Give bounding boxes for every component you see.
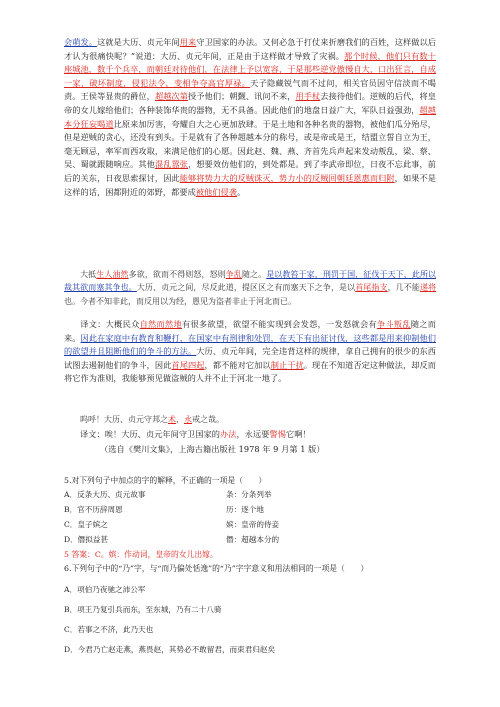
- classical-exclaim-run: ，: [176, 415, 184, 424]
- translation-p2-run: 大历、贞元年间，完全违背这样的规律，拿自己拥有的很少的东西试图去遏制他们的争斗，因此: [64, 346, 436, 370]
- translation-p1-run: 。: [237, 186, 246, 197]
- classical-paragraph: [64, 268, 436, 308]
- classical-exclaim-run: 永: [184, 415, 192, 424]
- translation-paragraph-1: [64, 36, 436, 199]
- translation-p2-run: 自然而然地: [139, 319, 182, 329]
- classical-exclaim: [64, 413, 436, 426]
- translation-p2-run: 随之而来。: [64, 319, 437, 343]
- translation-p1-run: 那个时候，他们只有数十座城池，数千个兵卒，而朝廷对待他们，在法律上予以宽容，于是那些逆党傲慢自大，口出狂言，自成一家，破坏制度，侵犯法令，变相争夺高官厚禄。: [64, 50, 436, 88]
- translation-p2-run: 有很多欲望，欲望不能实现到会发怨，一发怒就会有: [181, 319, 377, 329]
- classical-p1-run: 也。今者不知非此，而反用以为经，愚见为盗者非止于河北而已。: [64, 296, 296, 306]
- q5-option-d: D．僭拟益甚: [64, 535, 109, 544]
- translation-p1-run: 用来: [179, 37, 197, 47]
- translation-p1-run: 守卫国家的办法。又何必急于打仗来折磨我们的百姓，这样做以后才认为很痛快呢？”说道：大历、贞元年间，正是由于这样做才导致了灾祸。: [64, 37, 437, 61]
- translation-paragraph-2: 译文：大概民众自然而然地有很多欲望，欲望不能实现到会发怨，一发怒就会有争斗叛乱随之而来。因此在家庭中有教育和鞭打，在国家中有刑律和处罚，在天下有出征讨伐，这些都是用来抑制他们的欲望并且阻断他们的争斗的方法。大历、贞元年间，完全违背这样的规律，拿自己拥有的很少的东西试图去遏制他们的争斗，因此首尾四起，都不能对它加以制止干扰。现在不知道否定这种做法，却反而将它作为准则，我能够预见做盗贼的人并不止于河北一地了。: [64, 319, 437, 384]
- q6-option-c: C．若事之不济，此乃天也: [64, 625, 154, 634]
- translation-p1-run: 超越次第: [154, 91, 189, 102]
- q5-option-c-gloss: 嫔：皇帝的侍妾: [226, 520, 280, 529]
- classical-p1-run: 是以教笞于家，刑罚于国，征伐于天下，此所以裁其欲而塞其争也。: [64, 270, 437, 293]
- translation-p1-run: ，如果不是这样的话，困都附近的郊野，都要成: [64, 172, 436, 197]
- classical-p1-run: 争乱: [225, 270, 242, 279]
- classical-exclaim-run: 戒之哉。: [192, 415, 224, 424]
- translation-p1-run: 混乱嚣张: [154, 159, 189, 170]
- classical-exclaim-run: 术: [168, 415, 176, 424]
- question-5-stem: 5.对下列句子中加点的字的解释，不正确的一项是（ ）: [64, 476, 267, 485]
- translation-p2-run: 因此在家庭中有教育和鞭打，在国家中有刑律和处罚，在天下有出征讨伐，这些都是用来抑制他们的欲望并且阻断他们的争斗的方法。: [64, 332, 436, 357]
- classical-p1-run: 首尾指支: [355, 283, 388, 293]
- translation-p1-run: 用手杖: [295, 91, 321, 102]
- classical-p1-run: 多欲，欲而不得则怒，怒则: [128, 270, 226, 279]
- question-6-stem: 6.下列句子中的“乃”字，与“而乃偏处恬逸”的“乃”字字意义和用法相同的一项是（ ）: [64, 564, 369, 573]
- classical-exclaim-run: 呜呼！大历、贞元守邦之: [80, 415, 168, 424]
- q5-answer: 5 答案：C。嫔：作动词，皇帝的女儿出嫁。: [64, 550, 218, 559]
- translation-p1-run: 超越本分狂妄喝道: [64, 104, 436, 129]
- translation-p1-run: 会萌发。: [64, 37, 98, 47]
- source-citation: （选自《樊川文集》，上海古籍出版社 1978 年 9 月第 1 版）: [100, 444, 325, 454]
- classical-p1-run: 递将: [419, 283, 437, 293]
- translation-p1-run: 被他们侵袭: [195, 186, 238, 197]
- translation-p2-run: 大概民众: [105, 319, 140, 329]
- q5-option-b-gloss: 历：逐个地: [226, 505, 264, 514]
- translation-p1-run: 比原来加厉害，夸耀自大之心更加放肆。于是土地和各种名贵的器物，被他们瓜分殆尽，但是逆贼的贪心，还没有到头。于是就有了各种超越本分的称号，或是帝或是王，结盟立誓自立为王，毫无顾忌，率军而西攻取，来满足他们的心愿。因此赵、魏、燕、齐首先兵声起来发动叛乱，梁、蔡、吴、蜀就跟随响应。其他: [64, 118, 436, 170]
- classical-p1-run: 大历、贞元之间，尽反此道，提区区之有而塞天下之争，是以: [136, 283, 356, 293]
- translation-p2-run: 争斗叛乱: [376, 319, 411, 329]
- q6-option-b: B．项王乃复引兵而东，至东城，乃有二十八骑: [64, 605, 222, 614]
- q5-option-a-gloss: 条：分条列举: [226, 490, 272, 499]
- translation-p1-run: 授予他们；朝觐、讯问不来，: [188, 91, 296, 102]
- classical-p1-run: 随之。: [241, 270, 267, 279]
- translation-p2-run: 。现在不知道否定这种做法，却反而将它作为准则，我能够预见做盗贼的人并不止于河北一地了。: [64, 359, 437, 384]
- translation-p1-run: ，想要效仿他们的，到处都是。到了李武帝即位，日夜不忘此事，前后的关东，日夜思索探讨，因此: [64, 159, 436, 183]
- exclaim-translation: 译文：唉！大历、贞元年间守卫国家的办法，永远要警惕它啊！: [80, 429, 311, 439]
- classical-p1-run: ，几不能: [387, 283, 420, 293]
- translation-p1-run: 能够将势力大的反贼诛灭，势力小的反贼回朝廷恩惠而归附: [179, 172, 395, 183]
- translation-p1-run: 天子隐藏锐气而不过问，相关官员因守信淡而不喝责。王侯等显贵的爵位，: [64, 77, 436, 102]
- q6-option-d: D．今君乃亡赵走燕，燕畏赵，其势必不敢留君，而束君归赵矣: [64, 645, 276, 654]
- classical-p1-run: 大抵: [80, 270, 97, 279]
- q6-option-a: A．项伯乃夜驰之沛公军: [64, 585, 146, 594]
- q5-option-c: C．皇子嫔之: [64, 520, 108, 529]
- translation-p1-run: 去接待他们。逆贼的后代，将皇帝的女儿嫁给他们；各种装饰华贵的器物，无不具备。因此他们的地盘日益广大，军队日益强劲，: [64, 91, 437, 115]
- classical-p1-run: 生人油然: [96, 270, 129, 279]
- q5-option-b: B．官不历辞周恩: [64, 505, 123, 514]
- q5-option-a: A．反条大历、贞元故事: [64, 490, 146, 499]
- translation-p2-run: 首尾四起: [171, 359, 205, 370]
- translation-p2-run: ，都不能对它加以: [204, 359, 271, 370]
- translation-p2-run: 制止干扰: [270, 359, 304, 370]
- q5-option-d-gloss: 僭：超越本分的: [226, 535, 280, 544]
- translation-p1-run: 这就是大历、贞元年间: [97, 37, 180, 47]
